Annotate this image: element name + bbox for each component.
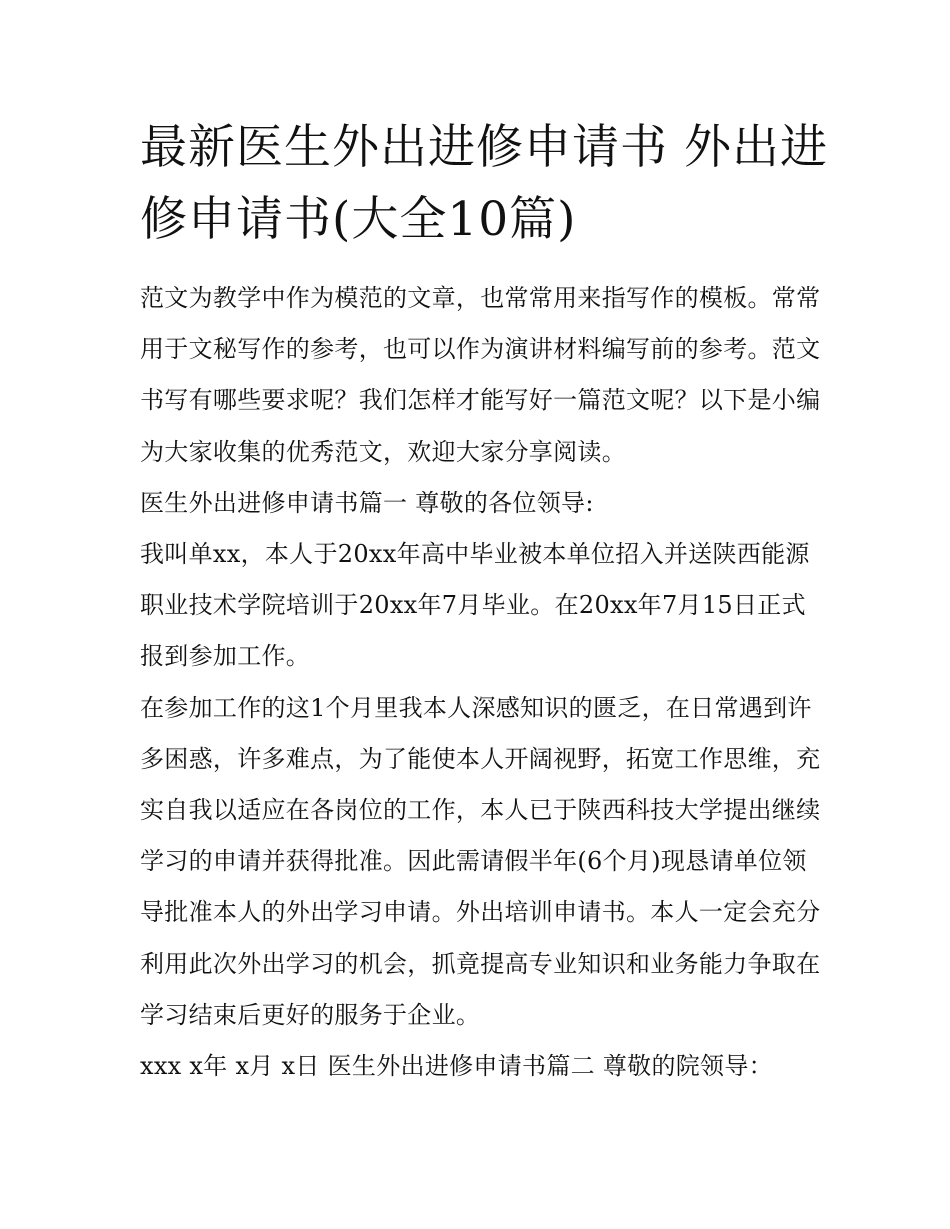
paragraph-self-introduction: 我叫单xx，本人于20xx年高中毕业被本单位招入并送陕西能源职业技术学院培训于20xx年7月毕业。在20xx年7月15日正式报到参加工作。 — [140, 540, 810, 671]
paragraph-section-one-heading: 医生外出进修申请书篇一 尊敬的各位领导: — [140, 488, 594, 517]
paragraph-request: 在参加工作的这1个月里我本人深感知识的匮乏，在日常遇到许多困惑，许多难点，为了能使本人开阔视野，拓宽工作思维，充实自我以适应在各岗位的工作，本人已于陕西科技大学提出继续学习的申请并获得批准。因此需请假半年(6个月)现恳请单位领导批准本人的外出学习申请。外出培训申请书。本人一定会充分利用此次外出学习的机会，抓竟提高专业知识和业务能力争取在学习结束后更好的服务于企业。 — [140, 693, 821, 1029]
document-title: 最新医生外出进修申请书 外出进修申请书(大全10篇) — [140, 120, 828, 247]
paragraph-intro: 范文为教学中作为模范的文章，也常常用来指写作的模板。常常用于文秘写作的参考，也可以作为演讲材料编写前的参考。范文书写有哪些要求呢？我们怎样才能写好一篇范文呢？以下是小编为大家收集的优秀范文，欢迎大家分享阅读。 — [140, 284, 821, 466]
document-body — [140, 273, 822, 1092]
paragraph-date-and-section-two: xxx x年 x月 x日 医生外出进修申请书篇二 尊敬的院领导： — [140, 1052, 773, 1081]
